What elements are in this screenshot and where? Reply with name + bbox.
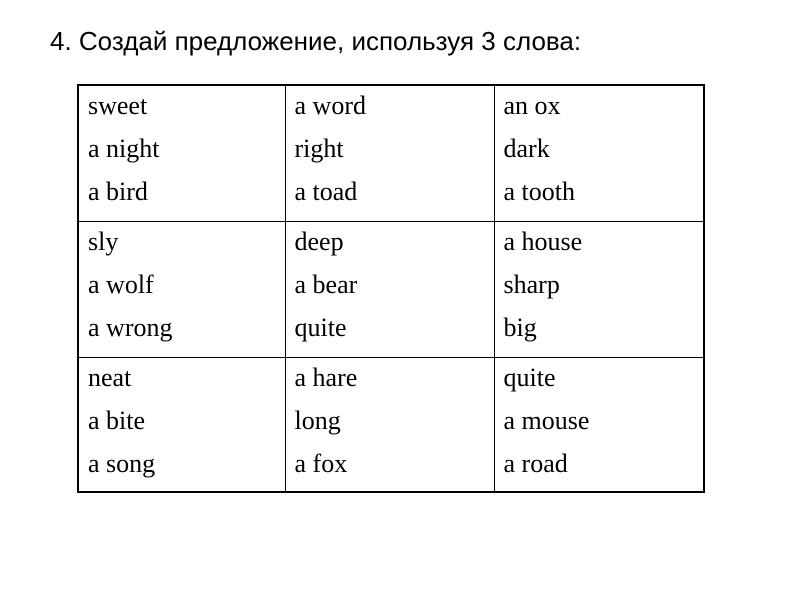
table-row <box>78 221 704 357</box>
word: a mouse <box>503 405 590 435</box>
table-cell <box>494 221 704 357</box>
word: a bite <box>88 405 146 435</box>
word: a night <box>88 134 160 163</box>
table-cell <box>494 85 704 221</box>
word: sly <box>88 226 119 256</box>
table-cell <box>285 357 494 492</box>
word: dark <box>503 134 550 163</box>
word: deep <box>294 226 344 256</box>
word: a bird <box>88 177 148 206</box>
word: a bear <box>294 269 358 299</box>
word: a tooth <box>503 177 575 206</box>
word: a fox <box>294 448 348 478</box>
table-row <box>78 85 704 221</box>
word-table <box>77 84 705 493</box>
word: quite <box>294 312 347 342</box>
word: a road <box>503 448 568 478</box>
word: neat <box>88 362 132 392</box>
word: a hare <box>294 362 358 392</box>
word: right <box>294 134 344 163</box>
table-cell <box>78 85 285 221</box>
word: a house <box>503 226 583 256</box>
word: a toad <box>294 177 358 206</box>
word: sweet <box>88 91 148 120</box>
table-cell <box>78 221 285 357</box>
table-cell <box>285 221 494 357</box>
word: a wrong <box>88 312 173 342</box>
task-heading: 4. Создай предложение, используя 3 слова: <box>50 26 582 56</box>
word: big <box>503 312 537 342</box>
word: an ox <box>503 91 561 120</box>
table-cell <box>494 357 704 492</box>
word: sharp <box>503 269 560 299</box>
word: a wolf <box>88 269 154 299</box>
word: quite <box>503 362 556 392</box>
word: a word <box>294 91 366 120</box>
table-row <box>78 357 704 492</box>
table-cell <box>285 85 494 221</box>
word: a song <box>88 448 156 478</box>
word: long <box>294 405 341 435</box>
table-cell <box>78 357 285 492</box>
